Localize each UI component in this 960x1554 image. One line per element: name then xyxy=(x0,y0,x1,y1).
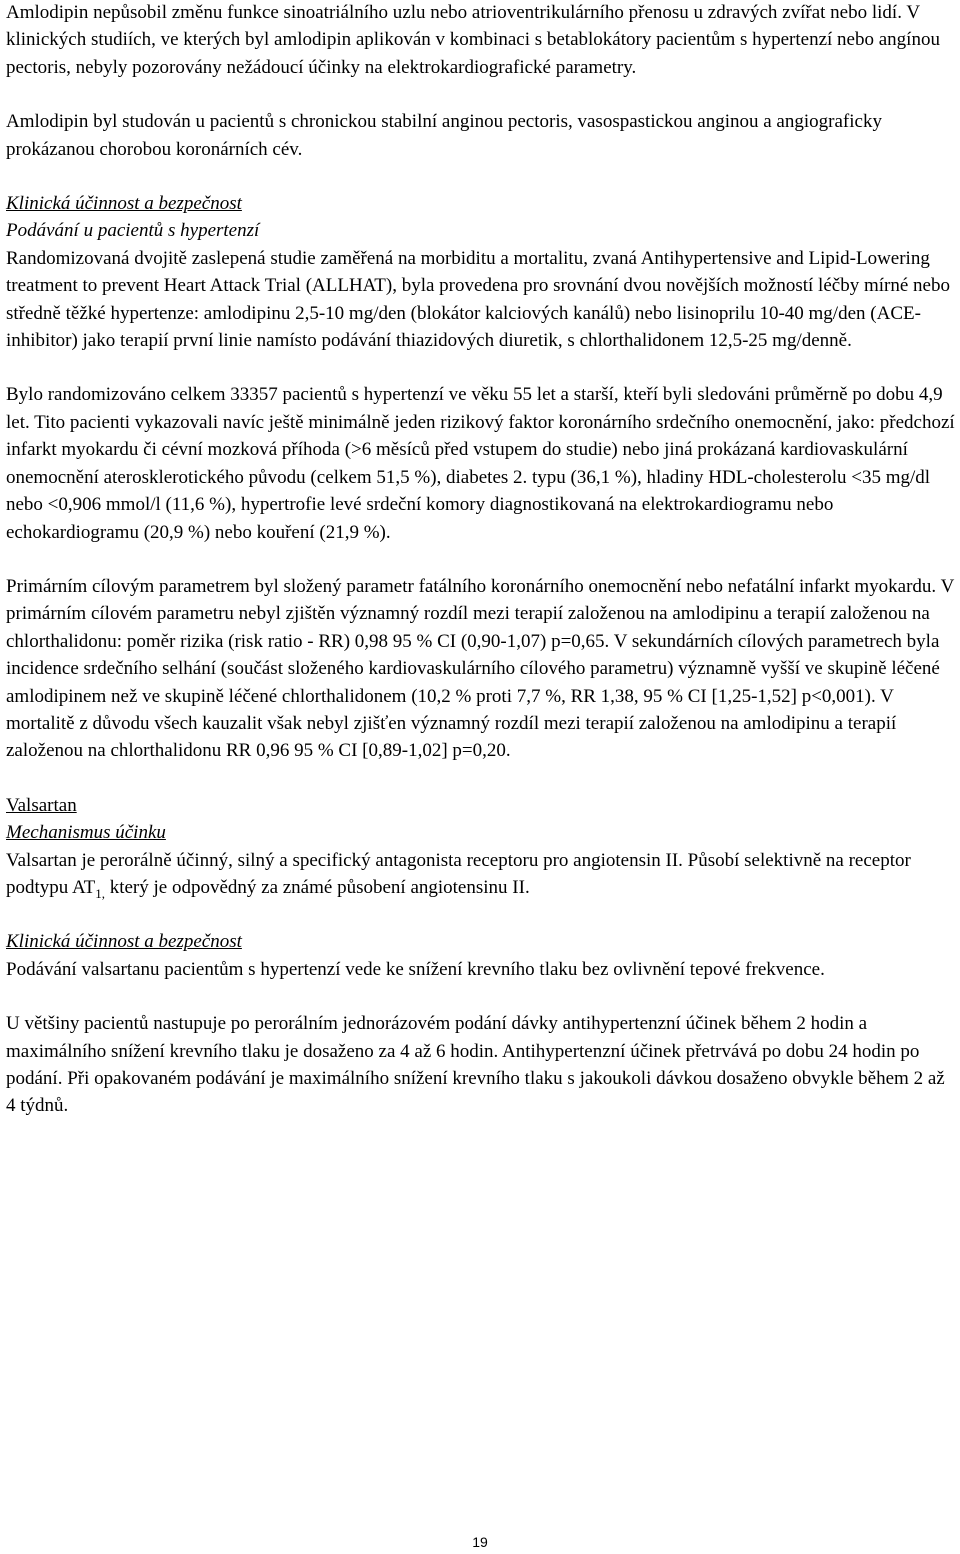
subheading-hypertension: Podávání u pacientů s hypertenzí xyxy=(6,220,260,242)
document-body xyxy=(6,0,956,1120)
section-clinical-efficacy-amlodipine xyxy=(6,190,956,354)
mechanism-text: Valsartan je perorálně účinný, silný a specifický antagonista receptoru pro angiotensin II. Působí selektivně na receptor podtypu AT xyxy=(6,849,911,898)
mechanism-text-end: který je odpovědný za známé působení angiotensinu II. xyxy=(104,876,530,898)
heading-valsartan: Valsartan xyxy=(6,794,77,816)
page-number: 19 xyxy=(472,1534,488,1550)
paragraph-mechanism xyxy=(6,847,956,902)
paragraph-sinoatrial: Amlodipin nepůsobil změnu funkce sinoatriálního uzlu nebo atrioventrikulárního přenosu u zdravých zvířat nebo lidí. V klinických studiích, ve kterých byl amlodipin aplikován v kombinaci s betablokátory pacientům s hypertenzí nebo angínou pectoris, nebyly pozorovány nežádoucí účinky na elektrokardiografické parametry. xyxy=(6,2,940,78)
section-clinical-efficacy-valsartan xyxy=(6,928,956,983)
heading-clinical-efficacy-valsartan: Klinická účinnost a bezpečnost xyxy=(6,931,242,953)
subscript-at1: 1, xyxy=(95,885,105,901)
paragraph-angina-studies: Amlodipin byl studován u pacientů s chronickou stabilní anginou pectoris, vasospastickou anginou a angiograficky prokázanou chorobou koronárních cév. xyxy=(6,111,882,160)
paragraph-valsartan-effect: Podávání valsartanu pacientům s hypertenzí vede ke snížení krevního tlaku bez ovlivnění tepové frekvence. xyxy=(6,958,825,980)
paragraph-allhat: Randomizovaná dvojitě zaslepená studie zaměřená na morbiditu a mortalitu, zvaná Antihypertensive and Lipid-Lowering treatment to prevent Heart Attack Trial (ALLHAT), byla provedena pro srovnání dvou novějších možností léčby mírné nebo středně těžké hypertenze: amlodipinu 2,5-10 mg/den (blokátor kalciových kanálů) nebo lisinoprilu 10-40 mg/den (ACE-inhibitor) jako terapií první linie namísto podávání thiazidových diuretik, s chlorthalidonem 12,5-25 mg/denně. xyxy=(6,247,950,352)
section-valsartan xyxy=(6,792,956,902)
paragraph-onset: U většiny pacientů nastupuje po perorálním jednorázovém podání dávky antihypertenzní účinek během 2 hodin a maximálního snížení krevního tlaku je dosaženo za 4 až 6 hodin. Antihypertenzní účinek přetrvává po dobu 24 hodin po podání. Při opakovaném podávání je maximálního snížení krevního tlaku s jakoukoli dávkou dosaženo obvykle během 2 až 4 týdnů. xyxy=(6,1013,945,1117)
paragraph-primary-endpoint: Primárním cílovým parametrem byl složený parametr fatálního koronárního onemocnění nebo nefatální infarkt myokardu. V primárním cílovém parametru nebyl zjištěn významný rozdíl mezi terapií založenou na amlodipinu a terapií založenou na chlorthalidonu: poměr rizika (risk ratio - RR) 0,98 95 % CI (0,90-1,07) p=0,65. V sekundárních cílových parametrech byla incidence srdečního selhání (součást složeného kardiovaskulárního cílového parametru) významně vyšší ve skupině léčené amlodipinem než ve skupině léčené chlorthalidonem (10,2 % proti 7,7 %, RR 1,38, 95 % CI [1,25-1,52] p<0,001). V mortalitě z důvodu všech kauzalit však nebyl zjišťen významný rozdíl mezi terapií založenou na amlodipinu a terapií založenou na chlorthalidonu RR 0,96 95 % CI [0,89-1,02] p=0,20. xyxy=(6,575,954,762)
subheading-mechanism: Mechanismus účinku xyxy=(6,822,166,844)
heading-clinical-efficacy: Klinická účinnost a bezpečnost xyxy=(6,193,242,215)
paragraph-randomization: Bylo randomizováno celkem 33357 pacientů s hypertenzí ve věku 55 let a starší, kteří byli sledováni průměrně po dobu 4,9 let. Tito pacienti vykazovali navíc ještě minimálně jeden rizikový faktor koronárního srdečního onemocnění, jako: předchozí infarkt myokardu či cévní mozková příhoda (>6 měsíců před vstupem do studie) nebo jiná prokázaná kardiovaskulární onemocnění aterosklerotického původu (celkem 51,5 %), diabetes 2. typu (36,1 %), hladiny HDL-cholesterolu <35 mg/dl nebo <0,906 mmol/l (11,6 %), hypertrofie levé srdeční komory diagnostikovaná na elektrokardiogramu nebo echokardiogramu (20,9 %) nebo kouření (21,9 %). xyxy=(6,384,955,543)
